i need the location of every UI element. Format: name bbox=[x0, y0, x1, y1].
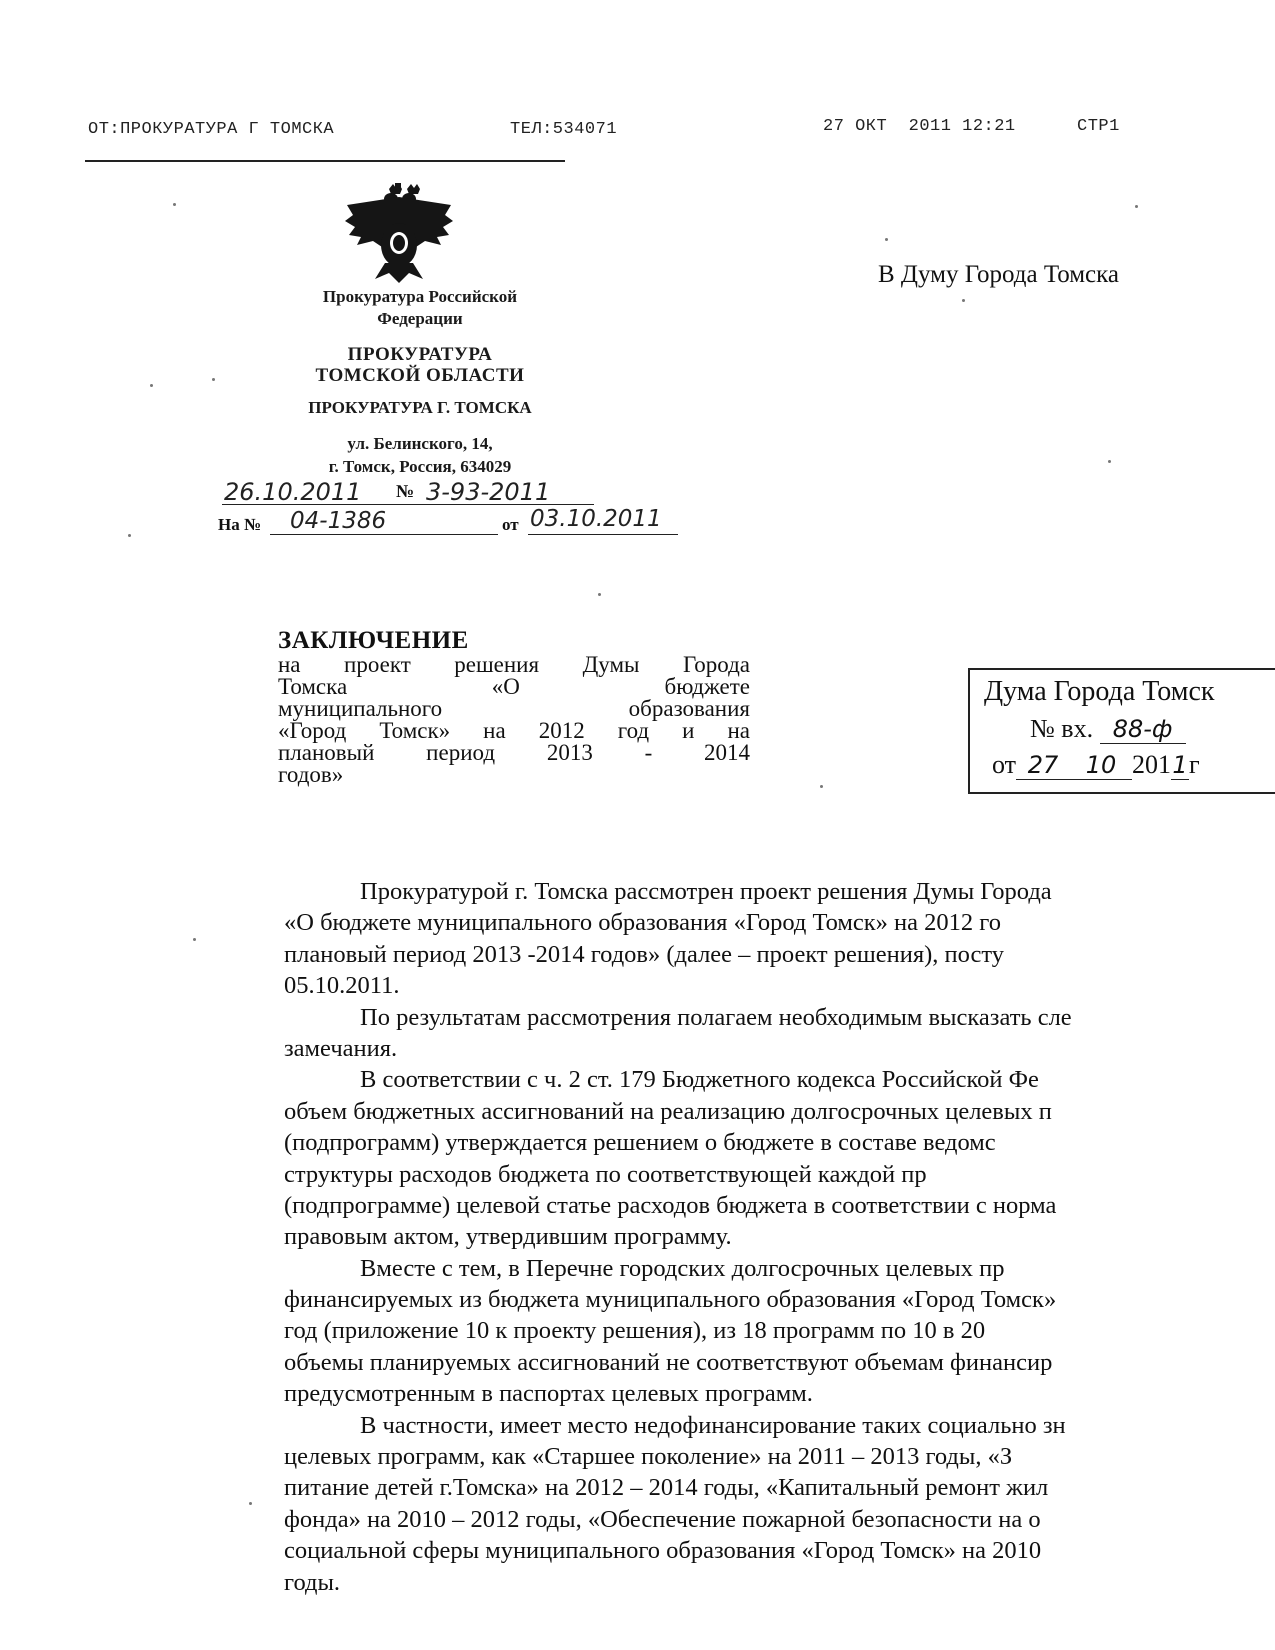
body-line: целевых программ, как «Старшее поколение» на 2011 – 2013 годы, «З bbox=[284, 1443, 1013, 1471]
stamp-incoming-number-row bbox=[1030, 714, 1186, 744]
outgoing-number-line bbox=[222, 478, 594, 505]
stamp-in-label: № вх. bbox=[1030, 714, 1094, 743]
body-line: социальной сферы муниципального образования «Город Томск» на 2010 bbox=[284, 1537, 1042, 1565]
fax-phone: ТЕЛ:534071 bbox=[510, 120, 618, 139]
stamp-year-suffix: 1 bbox=[1172, 751, 1188, 779]
stamp-in-number: 88-ф bbox=[1100, 715, 1186, 744]
reference-number-line bbox=[270, 506, 498, 535]
title-line: муниципального образования bbox=[278, 696, 750, 721]
body-line: Вместе с тем, в Перечне городских долгосрочных целевых пр bbox=[360, 1254, 1005, 1282]
body-line: В частности, имеет место недофинансирование таких социально зн bbox=[360, 1411, 1066, 1439]
scan-speck bbox=[212, 378, 215, 381]
scan-speck bbox=[1108, 460, 1111, 463]
body-line: Прокуратурой г. Томска рассмотрен проект решения Думы Города bbox=[360, 878, 1052, 905]
body-line: плановый период 2013 -2014 годов» (далее – проект решения), посту bbox=[284, 940, 1004, 968]
stamp-date-row bbox=[992, 750, 1200, 780]
reference-date-line bbox=[528, 506, 678, 535]
title-line: Томска «О бюджете bbox=[278, 674, 750, 699]
reference-date: 03.10.2011 bbox=[530, 506, 662, 532]
sender-line3: ПРОКУРАТУРА bbox=[347, 344, 493, 365]
body-line: годы. bbox=[284, 1568, 341, 1596]
scan-speck bbox=[249, 1502, 252, 1505]
document-title bbox=[278, 628, 750, 786]
fax-header-rule bbox=[85, 160, 565, 162]
fax-page: СТР1 bbox=[1077, 117, 1120, 136]
body-line: структуры расходов бюджета по соответствующей каждой пр bbox=[284, 1160, 927, 1188]
scan-speck bbox=[962, 299, 965, 302]
recipient: В Думу Города Томска bbox=[878, 261, 1120, 288]
fax-datetime: 27 ОКТ 2011 12:21 bbox=[823, 117, 1016, 136]
sender-line5: ПРОКУРАТУРА Г. ТОМСКА bbox=[308, 398, 532, 417]
body-line: объем бюджетных ассигнований на реализацию долгосрочных целевых п bbox=[284, 1097, 1052, 1125]
russian-eagle-emblem-icon bbox=[345, 183, 453, 283]
incoming-stamp bbox=[968, 668, 1275, 794]
stamp-year-prefix: 201 bbox=[1132, 750, 1172, 779]
title-line: плановый период 2013 - 2014 bbox=[278, 740, 750, 765]
sender-address2: г. Томск, Россия, 634029 bbox=[328, 457, 512, 476]
reference-from-label: от bbox=[502, 515, 519, 534]
body-line: финансируемых из бюджета муниципального образования «Город Томск» bbox=[284, 1286, 1057, 1314]
body-line: предусмотренным в паспортах целевых программ. bbox=[284, 1380, 813, 1408]
title-heading: ЗАКЛЮЧЕНИЕ bbox=[278, 627, 469, 654]
sender-line2: Федерации bbox=[377, 309, 463, 328]
body-line: В соответствии с ч. 2 ст. 179 Бюджетного кодекса Российской Фе bbox=[360, 1066, 1039, 1094]
outgoing-number-label: № bbox=[396, 481, 415, 501]
reference-number: 04-1386 bbox=[290, 508, 387, 534]
stamp-date-label: от bbox=[992, 750, 1017, 779]
scan-speck bbox=[1135, 205, 1138, 208]
sender-line1: Прокуратура Российской bbox=[322, 287, 518, 306]
body-line: По результатам рассмотрения полагаем необходимым высказать сле bbox=[360, 1003, 1072, 1031]
scan-speck bbox=[820, 785, 823, 788]
stamp-org: Дума Города Томск bbox=[984, 676, 1215, 707]
body-line: (подпрограмме) целевой статье расходов бюджета в соответствии с норма bbox=[284, 1191, 1057, 1219]
stamp-date-day: 27 bbox=[1016, 751, 1070, 780]
body-line: питание детей г.Томска» на 2012 – 2014 годы, «Капитальный ремонт жил bbox=[284, 1474, 1049, 1502]
title-line: «Город Томск» на 2012 год и на bbox=[278, 718, 750, 743]
scan-speck bbox=[128, 534, 131, 537]
title-line: годов» bbox=[278, 762, 344, 787]
outgoing-date: 26.10.2011 bbox=[224, 478, 362, 506]
scan-speck bbox=[150, 384, 153, 387]
scan-speck bbox=[598, 593, 601, 596]
body-line: (подпрограмм) утверждается решением о бюджете в составе ведомс bbox=[284, 1129, 996, 1157]
body-line: объемы планируемых ассигнований не соответствуют объемам финансир bbox=[284, 1348, 1053, 1376]
sender-line4: ТОМСКОЙ ОБЛАСТИ bbox=[315, 365, 525, 386]
body-line: замечания. bbox=[284, 1034, 398, 1062]
body-text bbox=[284, 876, 1275, 1598]
scan-speck bbox=[885, 238, 888, 241]
body-line: фонда» на 2010 – 2012 годы, «Обеспечение пожарной безопасности на о bbox=[284, 1505, 1041, 1533]
fax-from: ОТ:ПРОКУРАТУРА Г ТОМСКА bbox=[88, 120, 335, 139]
stamp-tail: г bbox=[1189, 750, 1200, 779]
stamp-date-month: 10 bbox=[1070, 751, 1132, 780]
scan-speck bbox=[193, 938, 196, 941]
outgoing-number: 3-93-2011 bbox=[426, 478, 551, 506]
body-line: год (приложение 10 к проекту решения), из 18 программ по 10 в 20 bbox=[284, 1317, 986, 1345]
body-line: 05.10.2011. bbox=[284, 972, 400, 1000]
title-line: на проект решения Думы Города bbox=[278, 652, 750, 677]
sender-address1: ул. Белинского, 14, bbox=[347, 434, 493, 453]
scan-speck bbox=[173, 203, 176, 206]
body-line: правовым актом, утвердившим программу. bbox=[284, 1223, 732, 1251]
reference-label: На № bbox=[218, 515, 262, 534]
body-line: «О бюджете муниципального образования «Город Томск» на 2012 го bbox=[284, 909, 1001, 937]
